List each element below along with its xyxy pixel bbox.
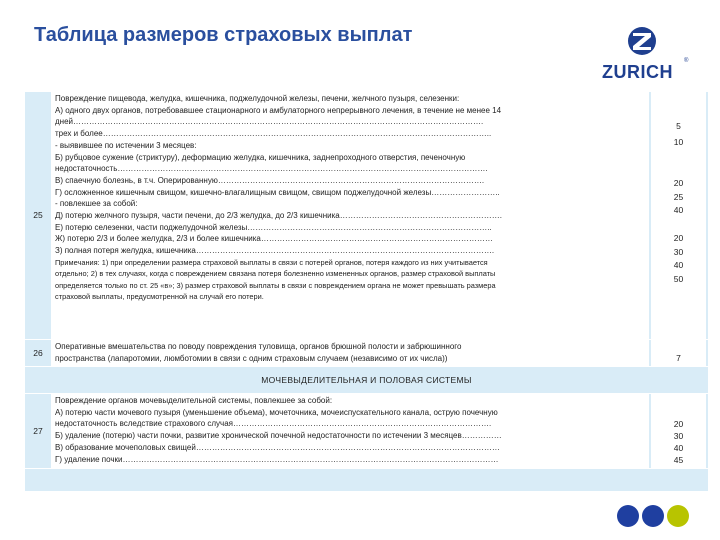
row-text (53, 92, 649, 304)
table-row-empty (25, 469, 708, 492)
payout-value: 40 (673, 205, 684, 215)
text-line: З) полная потеря желудка, кишечника…………………………………………………………………………………………………. (55, 246, 495, 256)
text-line: Г) удаление почки…………………………………………………………………………………………………………………………… (55, 454, 499, 464)
payout-value: 40 (673, 443, 684, 453)
table-row-27 (25, 394, 708, 469)
payout-value: 50 (673, 274, 684, 284)
text-line: Оперативные вмешательства по поводу повреждения туловища, органов брюшной полости и забрюшинного (55, 342, 462, 351)
payout-table (25, 92, 708, 492)
text-line: А) потерю части мочевого пузыря (уменьшение объема), мочеточника, мочеиспускательного канала, острую почечную (55, 407, 498, 417)
table-row-25 (25, 92, 708, 340)
text-line: Б) удаление (потерю) части почки, развитие хронической почечной недостаточности по истечении 3 месяцев…………… (55, 431, 502, 441)
text-line: В) образование мочеполовых свищей…………………………………………………………………………………………………… (55, 442, 500, 452)
payout-value: 10 (673, 137, 684, 147)
row-number: 25 (25, 92, 51, 339)
row-number: 27 (25, 394, 51, 468)
payout-value: 40 (673, 260, 684, 270)
payout-value: 30 (673, 431, 684, 441)
payout-value: 20 (673, 233, 684, 243)
text-line: А) одного двух органов, потребовавшее стационарного и амбулаторного непрерывного лечения, в течение не менее 14 (55, 105, 502, 115)
text-line: Е) потерю селезенки, части поджелудочной железы……………………………………………………………………………….. (55, 222, 492, 232)
payout-value: 25 (673, 192, 684, 202)
text-line: дней………………………………………………………………………………………………………………………………………. (55, 117, 484, 127)
zurich-logo (592, 24, 692, 84)
payout-value: 30 (673, 247, 684, 257)
logo-wordmark: ZURICH (602, 62, 673, 82)
text-line: трех и более……………………………………………………………………………………………………………………………….. (55, 129, 492, 139)
payout-value: 20 (673, 178, 684, 188)
registered-mark: ® (684, 58, 689, 64)
text-line: Б) рубцовое сужение (стриктуру), деформацию желудка, кишечника, заднепроходного отверстия, печеночную (55, 152, 466, 162)
text-line: Повреждение органов мочевыделительной системы, повлекшее за собой: (55, 396, 333, 405)
text-line: В) спаечную болезнь, в т.ч. Оперированную………………………………………………………………………………………. (55, 175, 485, 185)
row-text (53, 394, 649, 466)
payout-values (649, 340, 708, 366)
blue-dot-icon (617, 505, 639, 527)
payout-values (649, 92, 708, 339)
text-line: Г) осложненное кишечным свищом, кишечно-влагалищным свищом, свищом поджелудочной железы…………………….. (55, 187, 500, 197)
payout-value: 7 (676, 353, 681, 363)
note-line: отдельно; 2) в тех случаях, когда с повреждением связана потеря болезненно измененных органов, размер страховой выплаты (55, 269, 496, 279)
table-row-26 (25, 340, 708, 367)
text-line: пространства (лапаротомии, люмботомии в связи с одним страховым случаем (независимо от их числа)) (55, 353, 448, 363)
zurich-emblem-icon (592, 24, 692, 64)
page-title: Таблица размеров страховых выплат (34, 24, 413, 46)
payout-value: 5 (676, 121, 681, 131)
row-text (53, 340, 649, 365)
text-line: недостаточность вследствие страхового случая……………………………………………………………………………………. (55, 419, 492, 429)
text-line: Повреждение пищевода, желудка, кишечника, поджелудочной железы, печени, желчного пузыря, селезенки: (55, 94, 460, 103)
payout-values (649, 394, 708, 468)
green-dot-icon (667, 505, 689, 527)
blue-dot-icon (642, 505, 664, 527)
text-line: - выявившее по истечении 3 месяцев: (55, 140, 197, 150)
note-line: определяется только по ст. 25 «в»; 3) размер страховой выплаты в связи с повреждением органа не может превышать размера (55, 280, 496, 290)
text-line: Д) потерю желчного пузыря, части печени, до 2/3 желудка, до 2/3 кишечника……………………………………………………. (55, 211, 502, 221)
text-line: Ж) потерю 2/3 и более желудка, 2/3 и более кишечника…………………………………………………………………………… (55, 234, 493, 244)
text-line: - повлекшее за собой: (55, 199, 138, 209)
payout-value: 20 (673, 419, 684, 429)
payout-value: 45 (673, 455, 684, 465)
row-number: 26 (25, 340, 51, 366)
empty-row-fill (25, 469, 708, 491)
section-header: МОЧЕВЫДЕЛИТЕЛЬНАЯ И ПОЛОВАЯ СИСТЕМЫ (25, 367, 708, 394)
text-line: недостаточность…………………………………………………………………………………………………………………………. (55, 164, 488, 174)
note-line: Примечания: 1) при определении размера страховой выплаты в связи с потерей органов, потеря каждого из них учитывается (55, 257, 488, 267)
note-line: страховой выплаты, предусмотренной на случай его потери. (55, 292, 264, 302)
